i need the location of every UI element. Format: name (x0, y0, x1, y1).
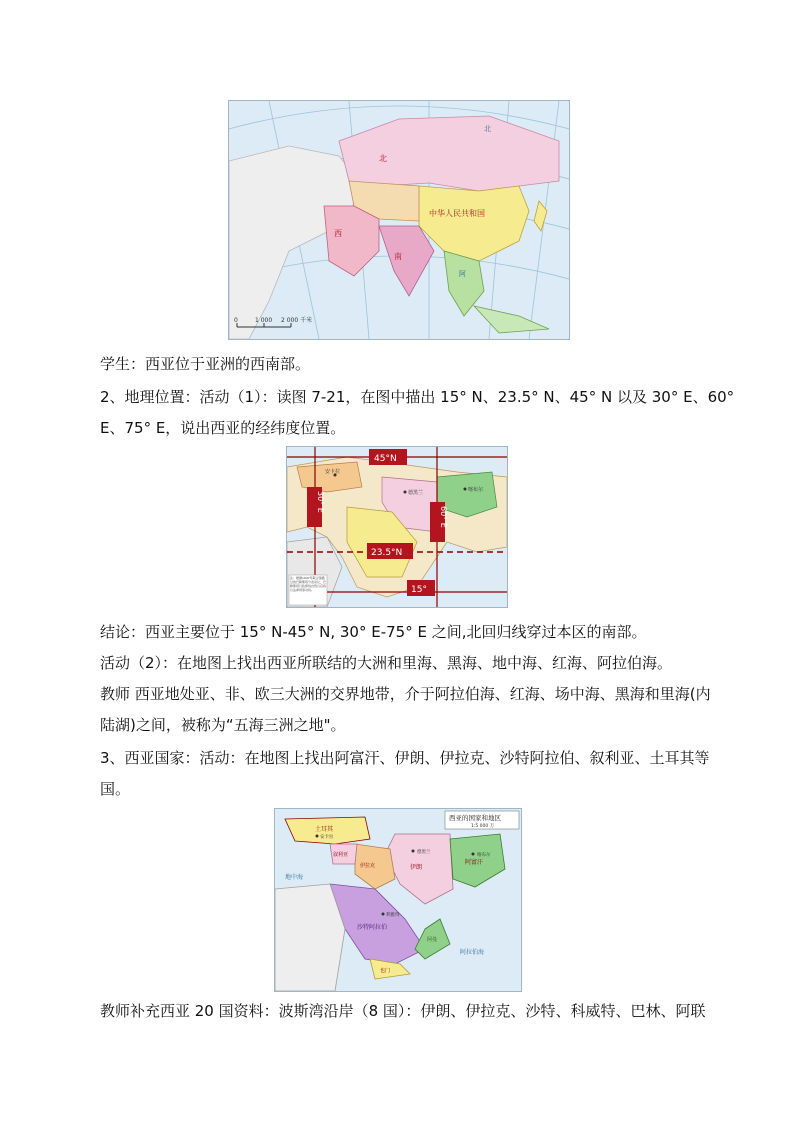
label-iraq: 伊拉克 (360, 863, 376, 869)
countries-map-graphic (275, 809, 521, 991)
asia-map-graphic (229, 101, 569, 339)
west-asia-latlong-map (286, 446, 508, 608)
west-asia-countries-map (274, 808, 522, 992)
svg-text:西: 西 (334, 229, 342, 238)
label-arabian-sea: 阿拉伯海 (460, 949, 485, 956)
city-riyadh: 利雅得 (386, 913, 400, 918)
paragraph-student: 学生：西亚位于亚洲的西南部。 (100, 355, 311, 373)
paragraph-teacher-line2: 陆湖)之间，被称为“五海三洲之地"。 (100, 716, 346, 734)
label-15n: 15° (411, 585, 427, 595)
city-ankara: 安卡拉 (320, 835, 334, 840)
paragraph-teacher-line1: 教师 西亚地处亚、非、欧三大洲的交界地带，介于阿拉伯海、红海、场中海、黑海和里海(内 (100, 685, 711, 703)
scale-zero: 0 (234, 317, 238, 324)
label-30e: 30° E (316, 491, 325, 513)
paragraph-location-line1: 2、地理位置：活动（1）：读图 7-21，在图中描出 15° N、23.5° N、45° N 以及 30° E、60° (100, 388, 735, 406)
label-60e: 60° E (439, 506, 448, 528)
city-tehran: 德黑兰 (417, 850, 431, 855)
map-note: 注：根据1947年联合国通过的巴勒斯坦分治决议，巴勒斯坦行政界线自然以后将以法律同等对待。 (290, 576, 326, 592)
city-kabul: 喀布尔 (477, 853, 491, 858)
svg-text:北: 北 (379, 154, 387, 163)
label-mediterranean: 地中海 (285, 874, 304, 881)
label-23-5n: 23.5°N (371, 548, 403, 558)
paragraph-location-line2: E、75° E，说出西亚的经纬度位置。 (100, 419, 346, 437)
svg-text:阿: 阿 (459, 270, 466, 278)
label-45n: 45°N (374, 454, 397, 464)
svg-text:南: 南 (394, 252, 402, 261)
label-syria: 叙利亚 (333, 852, 349, 858)
scale-end: 2 000 千米 (281, 317, 313, 324)
label-oman: 阿曼 (427, 937, 438, 943)
svg-text:中华人民共和国: 中华人民共和国 (429, 209, 485, 218)
city-tehran: 德黑兰 (408, 490, 424, 496)
map-scale: 1:5 000 万 (471, 824, 495, 829)
svg-text:北: 北 (484, 125, 491, 133)
paragraph-countries-line2: 国。 (100, 780, 131, 798)
paragraph-supplement: 教师补充西亚 20 国资料：波斯湾沿岸（8 国）：伊朗、伊拉克、沙特、科威特、巴林、阿联 (100, 1002, 706, 1020)
label-afghanistan: 阿富汗 (465, 859, 484, 866)
label-saudi: 沙特阿拉伯 (357, 924, 388, 931)
label-iran: 伊朗 (410, 864, 423, 871)
map-title: 西亚的国家和地区 (449, 814, 501, 822)
paragraph-countries-line1: 3、西亚国家：活动：在地图上找出阿富汗、伊朗、伊拉克、沙特阿拉伯、叙利亚、土耳其等 (100, 749, 710, 767)
scale-mid: 1 000 (255, 317, 273, 324)
paragraph-conclusion: 结论：西亚主要位于 15° N-45° N, 30° E-75° E 之间,北回归线穿过本区的南部。 (100, 623, 647, 641)
city-ankara: 安卡拉 (325, 469, 341, 475)
paragraph-activity2: 活动（2）：在地图上找出西亚所联结的大洲和里海、黑海、地中海、红海、阿拉伯海。 (100, 654, 673, 672)
latlong-map-graphic (287, 447, 507, 607)
city-kabul: 喀布尔 (468, 487, 484, 493)
label-turkey: 土耳其 (315, 826, 334, 833)
label-yemen: 也门 (380, 968, 391, 974)
asia-map (228, 100, 570, 340)
